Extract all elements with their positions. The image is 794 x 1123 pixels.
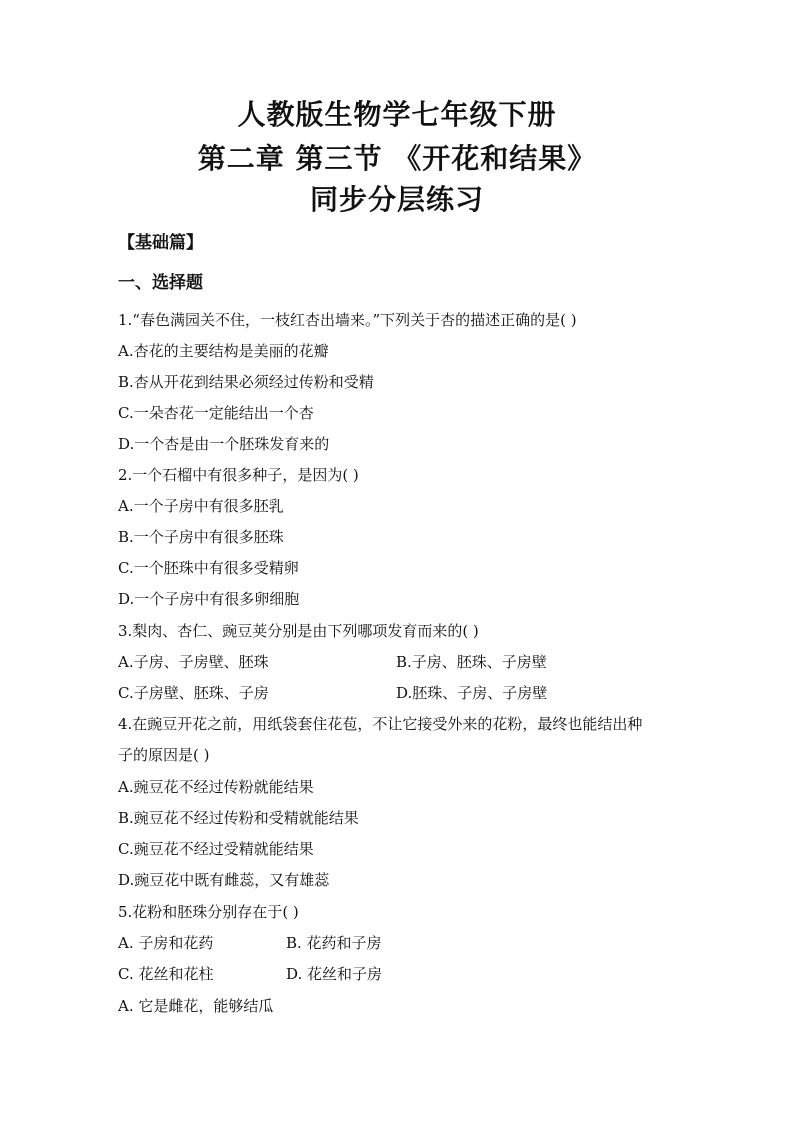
question-2-option-b: B.一个子房中有很多胚珠 (118, 528, 284, 546)
question-2-option-a: A.一个子房中有很多胚乳 (118, 497, 284, 515)
question-1-option-a: A.杏花的主要结构是美丽的花瓣 (118, 342, 329, 360)
question-3-option-a: A.子房、子房壁、胚珠 (118, 653, 269, 671)
question-2-option-d: D.一个子房中有很多卵细胞 (118, 590, 300, 608)
question-2-option-c: C.一个胚珠中有很多受精卵 (118, 559, 299, 577)
question-3-option-d: D.胚珠、子房、子房壁 (396, 684, 548, 702)
question-5-stem: 5.花粉和胚珠分别存在于( ) (118, 903, 299, 921)
question-3-stem: 3.梨肉、杏仁、豌豆荚分别是由下列哪项发育而来的( ) (118, 622, 479, 640)
question-5-option-d: D. 花丝和子房 (286, 965, 383, 983)
chapter-title: 第二章 第三节 《开花和结果》 (197, 142, 597, 175)
question-1-option-b: B.杏从开花到结果必须经过传粉和受精 (118, 373, 374, 391)
question-3-option-c: C.子房壁、胚珠、子房 (118, 684, 269, 702)
question-4-option-d: D.豌豆花中既有雌蕊，又有雄蕊 (118, 871, 330, 889)
question-5-option-a: A. 子房和花药 (118, 934, 214, 952)
question-4-stem: 4.在豌豆开花之前，用纸袋套住花苞，不让它接受外来的花粉，最终也能结出种 (118, 715, 643, 733)
question-4-option-b: B.豌豆花不经过传粉和受精就能结果 (118, 809, 359, 827)
document-title: 人教版生物学七年级下册 (237, 98, 557, 131)
question-4-option-a: A.豌豆花不经过传粉就能结果 (118, 778, 314, 796)
question-4-stem-continued: 子的原因是( ) (118, 746, 210, 764)
question-1-option-d: D.一个杏是由一个胚珠发育来的 (118, 435, 330, 453)
section-basic: 【基础篇】 (118, 233, 203, 253)
question-4-option-c: C.豌豆花不经过受精就能结果 (118, 840, 314, 858)
question-1-stem: 1.“春色满园关不住，一枝红杏出墙来。”下列关于杏的描述正确的是( ) (118, 311, 577, 329)
question-3-option-b: B.子房、胚珠、子房壁 (396, 653, 547, 671)
practice-title: 同步分层练习 (309, 183, 484, 216)
question-5-option-c: C. 花丝和花柱 (118, 965, 214, 983)
question-5-option-b: B. 花药和子房 (286, 934, 382, 952)
section-choice: 一、选择题 (118, 273, 203, 293)
question-2-stem: 2.一个石榴中有很多种子，是因为( ) (118, 466, 359, 484)
extra-option-line: A. 它是雌花，能够结瓜 (118, 997, 274, 1015)
question-1-option-c: C.一朵杏花一定能结出一个杏 (118, 404, 314, 422)
